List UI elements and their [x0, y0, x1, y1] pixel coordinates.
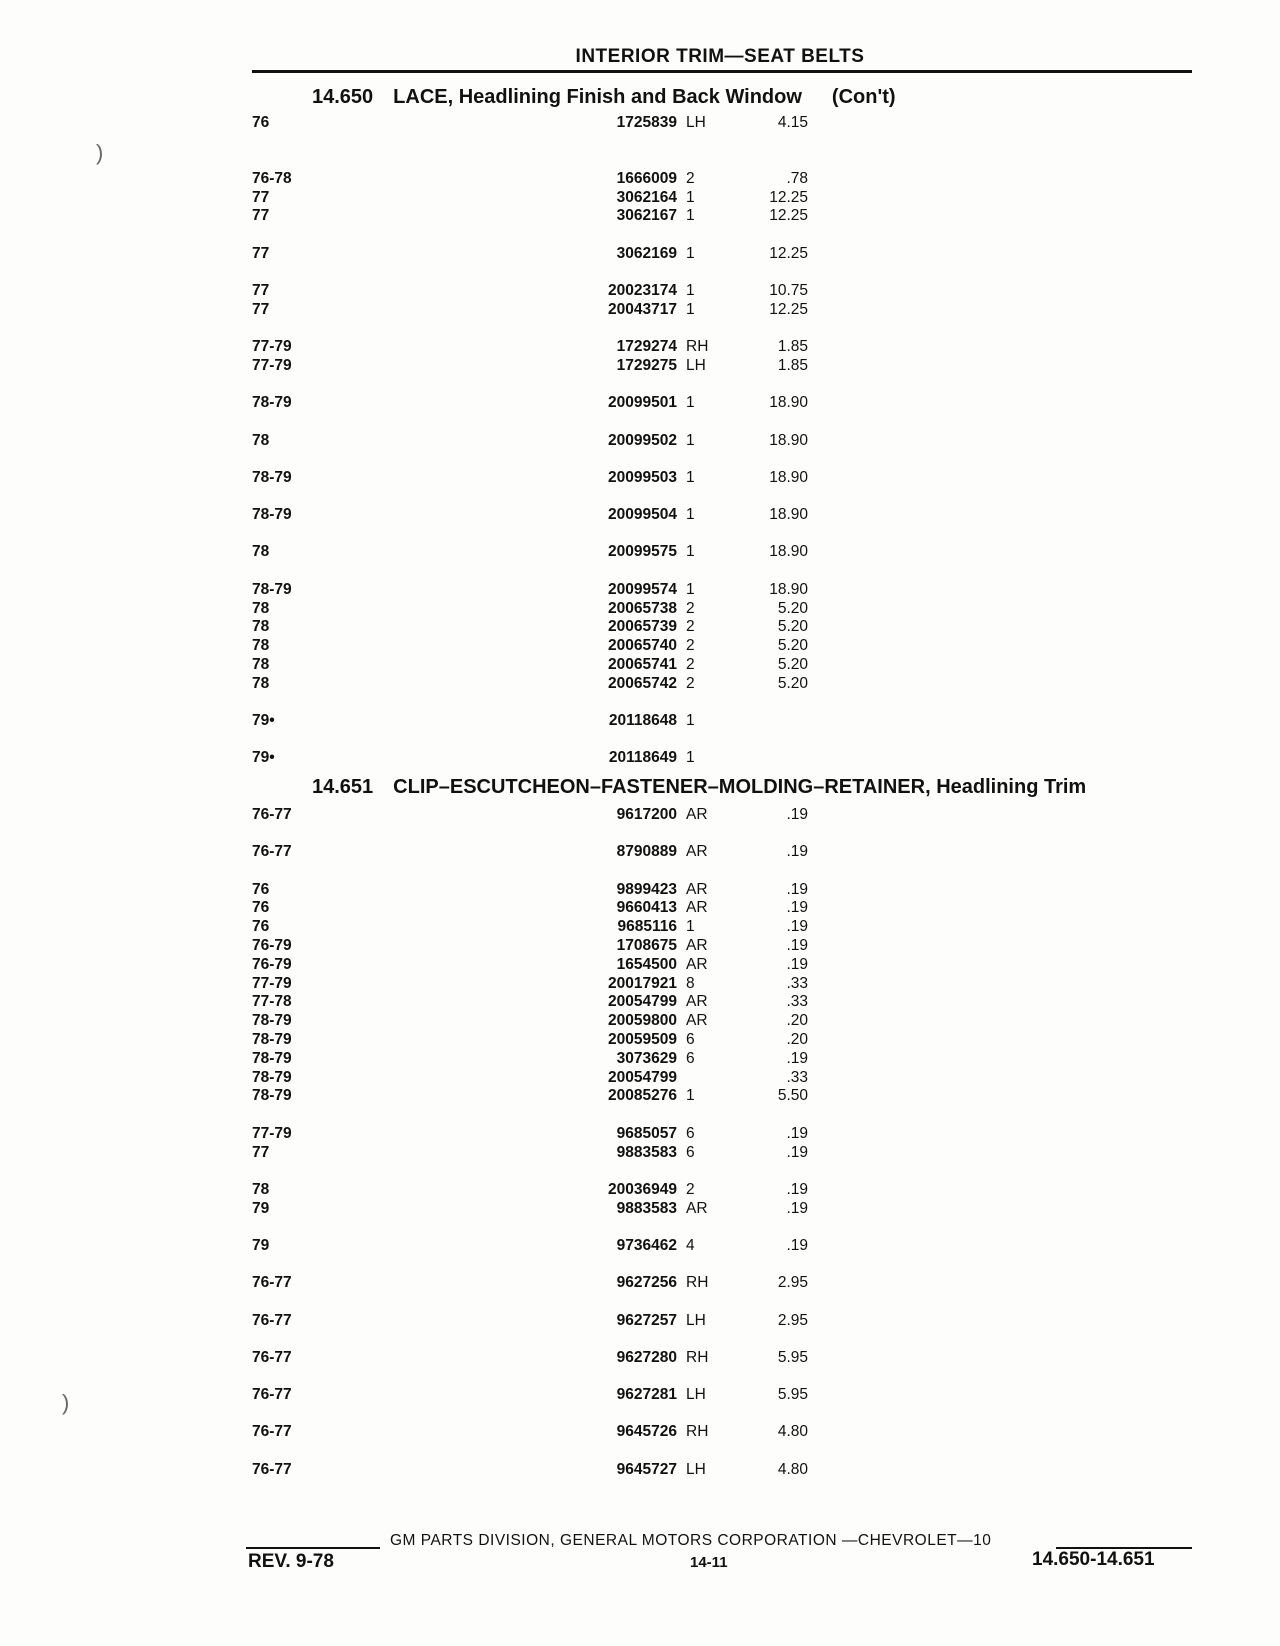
part-number: 1666009	[616, 169, 677, 187]
parts-row	[0, 207, 1280, 244]
parts-row	[0, 806, 1280, 843]
parts-row	[0, 1274, 1280, 1311]
part-number: 20099502	[608, 431, 677, 449]
quantity: RH	[686, 1423, 709, 1441]
parts-row	[0, 1012, 1280, 1031]
part-number: 20118649	[608, 749, 677, 767]
model-year: 76-79	[252, 955, 292, 973]
model-year: 79•	[252, 749, 275, 767]
revision-date: REV. 9-78	[248, 1551, 334, 1572]
quantity: 6	[686, 1031, 695, 1048]
model-year: 77-79	[252, 356, 292, 374]
price: 5.20	[777, 618, 808, 636]
quantity: 1	[686, 431, 695, 449]
price: 5.20	[777, 674, 808, 692]
part-number: 1729275	[616, 356, 677, 374]
model-year: 78-79	[252, 1087, 292, 1105]
price: 12.25	[769, 300, 808, 318]
price: 1.85	[777, 338, 808, 356]
price: 12.25	[769, 188, 808, 206]
quantity: 2	[686, 618, 695, 636]
parts-row	[0, 1461, 1280, 1498]
model-year: 78	[252, 618, 270, 636]
parts-row	[0, 1200, 1280, 1237]
model-year: 76-77	[252, 1386, 292, 1404]
parts-row	[0, 282, 1280, 301]
quantity: 1	[686, 1087, 695, 1105]
part-number: 9736462	[616, 1236, 677, 1254]
price: .33	[786, 974, 808, 992]
part-number: 9627280	[616, 1348, 677, 1366]
part-number: 20054799	[608, 1068, 677, 1086]
model-year: 78	[252, 674, 270, 692]
parts-row	[0, 1144, 1280, 1181]
header-rule	[252, 70, 1192, 73]
footer-publisher: GM PARTS DIVISION, GENERAL MOTORS CORPORATION —CHEVROLET—10	[390, 1532, 992, 1549]
part-number: 20099504	[608, 506, 677, 524]
part-number: 9627257	[616, 1311, 677, 1329]
quantity: AR	[686, 1199, 708, 1217]
quantity: LH	[686, 114, 706, 131]
parts-row	[0, 1349, 1280, 1386]
parts-row	[0, 1237, 1280, 1274]
parts-row	[0, 881, 1280, 900]
scan-mark-icon: )	[62, 1390, 70, 1415]
model-year: 78	[252, 1180, 270, 1198]
part-number: 20099574	[608, 580, 677, 598]
quantity: 1	[686, 580, 695, 598]
quantity: 1	[686, 468, 695, 486]
model-year: 76-79	[252, 937, 292, 954]
section-number: 14.650	[312, 86, 374, 108]
model-year: 78-79	[252, 580, 292, 598]
parts-row	[0, 562, 1280, 599]
price: .19	[786, 1199, 808, 1217]
quantity: RH	[686, 338, 709, 356]
price: .19	[786, 899, 808, 917]
section-number: 14.651	[312, 776, 374, 798]
parts-row	[0, 843, 1280, 880]
parts-row	[0, 1031, 1280, 1050]
quantity: LH	[686, 1386, 706, 1404]
price: 18.90	[769, 543, 808, 561]
price: 4.80	[777, 1460, 808, 1478]
model-year: 78-79	[252, 1031, 292, 1048]
model-year: 78-79	[252, 1068, 292, 1086]
quantity: 4	[686, 1236, 695, 1254]
quantity: AR	[686, 806, 708, 823]
part-number: 1654500	[616, 955, 677, 973]
section-title	[312, 86, 896, 109]
quantity: AR	[686, 993, 708, 1011]
model-year: 78	[252, 543, 270, 561]
model-year: 77	[252, 244, 270, 262]
price: .33	[786, 993, 808, 1011]
parts-row	[0, 1312, 1280, 1349]
part-number: 20043717	[608, 300, 677, 318]
part-number: 9627256	[616, 1274, 677, 1292]
section-title	[312, 776, 1086, 799]
quantity: AR	[686, 899, 708, 917]
quantity: 1	[686, 543, 695, 561]
price: .19	[786, 937, 808, 954]
quantity: LH	[686, 1311, 706, 1329]
model-year: 76-77	[252, 1423, 292, 1441]
price: 10.75	[769, 282, 808, 299]
parts-row	[0, 488, 1280, 525]
part-number: 3062169	[616, 244, 677, 262]
model-year: 76	[252, 880, 270, 898]
price: .19	[786, 1180, 808, 1198]
parts-row	[0, 1423, 1280, 1460]
parts-row	[0, 1125, 1280, 1144]
part-number: 20065742	[608, 674, 677, 692]
quantity: LH	[686, 356, 706, 374]
price: 2.95	[777, 1311, 808, 1329]
continued-label: (Con't)	[831, 86, 896, 108]
model-year: 77	[252, 300, 270, 318]
price: 4.15	[777, 114, 808, 131]
price: .19	[786, 880, 808, 898]
parts-row	[0, 525, 1280, 562]
part-number: 9685116	[617, 918, 677, 936]
parts-row	[0, 189, 1280, 208]
parts-row	[0, 694, 1280, 731]
model-year: 76-77	[252, 1311, 292, 1329]
model-year: 79•	[252, 712, 275, 729]
model-year: 76-78	[252, 169, 292, 187]
model-year: 77	[252, 207, 270, 225]
model-year: 78-79	[252, 1049, 292, 1067]
part-number: 20036949	[608, 1180, 677, 1198]
scan-mark-icon: )	[96, 140, 104, 165]
model-year: 77	[252, 1143, 270, 1161]
quantity: 2	[686, 655, 695, 673]
quantity: AR	[686, 880, 708, 898]
price: 1.85	[777, 356, 808, 374]
price: 2.95	[777, 1274, 808, 1292]
quantity: 6	[686, 1143, 695, 1161]
model-year: 76	[252, 114, 270, 131]
quantity: 1	[686, 282, 695, 299]
parts-row	[0, 918, 1280, 937]
model-year: 77	[252, 188, 270, 206]
quantity: AR	[686, 843, 708, 861]
part-number: 20099501	[608, 394, 677, 412]
parts-row	[0, 1181, 1280, 1200]
quantity: RH	[686, 1348, 709, 1366]
quantity: 1	[686, 188, 695, 206]
price: .20	[786, 1012, 808, 1030]
model-year: 77-79	[252, 1124, 292, 1142]
section-heading: CLIP–ESCUTCHEON–FASTENER–MOLDING–RETAINER, Headlining Trim	[393, 776, 1087, 798]
quantity: RH	[686, 1274, 709, 1292]
parts-row	[0, 937, 1280, 956]
model-year: 78	[252, 431, 270, 449]
price: 4.80	[777, 1423, 808, 1441]
quantity: 2	[686, 674, 695, 692]
quantity: 1	[686, 244, 695, 262]
part-number: 20059509	[608, 1031, 677, 1048]
price: .19	[786, 843, 808, 861]
parts-row	[0, 450, 1280, 487]
parts-row	[0, 899, 1280, 918]
price: 5.50	[777, 1087, 808, 1105]
parts-row	[0, 993, 1280, 1012]
parts-row	[0, 656, 1280, 675]
part-number: 20099575	[608, 543, 677, 561]
price: 5.20	[777, 599, 808, 617]
model-year: 76-77	[252, 843, 292, 861]
part-number: 1708675	[616, 937, 677, 954]
parts-row	[0, 413, 1280, 450]
price: 18.90	[769, 468, 808, 486]
quantity: 6	[686, 1049, 695, 1067]
quantity: 2	[686, 1180, 695, 1198]
quantity: AR	[686, 955, 708, 973]
price: .19	[786, 1124, 808, 1142]
model-year: 76-77	[252, 1460, 292, 1478]
part-number: 9883583	[616, 1199, 677, 1217]
quantity: LH	[686, 1460, 706, 1478]
model-year: 78	[252, 599, 270, 617]
part-number: 9617200	[616, 806, 677, 823]
part-number: 9883583	[616, 1143, 677, 1161]
parts-row	[0, 637, 1280, 656]
model-year: 78	[252, 637, 270, 655]
quantity: 1	[686, 207, 695, 225]
part-number: 3062164	[616, 188, 677, 206]
price: 18.90	[769, 580, 808, 598]
price: .19	[786, 955, 808, 973]
parts-row	[0, 338, 1280, 357]
part-number: 9645727	[616, 1460, 677, 1478]
page-number: 14-11	[690, 1554, 728, 1571]
price: .19	[786, 1143, 808, 1161]
part-number: 20065740	[608, 637, 677, 655]
quantity: 1	[686, 749, 695, 767]
part-number: 1725839	[616, 114, 677, 131]
part-number: 9627281	[616, 1386, 677, 1404]
model-year: 78	[252, 655, 270, 673]
part-number: 20059800	[608, 1012, 677, 1030]
price: 5.95	[777, 1348, 808, 1366]
price: .78	[786, 169, 808, 187]
price: .19	[786, 1236, 808, 1254]
part-number: 20065739	[608, 618, 677, 636]
part-number: 8790889	[616, 843, 677, 861]
quantity: AR	[686, 1012, 708, 1030]
part-number: 20118648	[608, 712, 677, 729]
quantity: 2	[686, 637, 695, 655]
quantity: 1	[686, 712, 695, 729]
price: 18.90	[769, 431, 808, 449]
parts-row	[0, 170, 1280, 189]
parts-row	[0, 1087, 1280, 1124]
quantity: 1	[686, 918, 695, 936]
model-year: 76-77	[252, 806, 292, 823]
parts-row	[0, 1050, 1280, 1069]
part-number: 20065741	[608, 655, 677, 673]
parts-row	[0, 956, 1280, 975]
price: 5.20	[777, 637, 808, 655]
quantity: 8	[686, 974, 695, 992]
part-number: 9685057	[616, 1124, 677, 1142]
model-year: 76	[252, 918, 270, 936]
price: .19	[786, 806, 808, 823]
parts-row	[0, 975, 1280, 994]
model-year: 76-77	[252, 1348, 292, 1366]
model-year: 78-79	[252, 506, 292, 524]
model-year: 76	[252, 899, 270, 917]
parts-row	[0, 675, 1280, 694]
parts-row	[0, 301, 1280, 338]
price: 5.20	[777, 655, 808, 673]
model-year: 77-79	[252, 974, 292, 992]
model-year: 79	[252, 1199, 270, 1217]
section-range: 14.650-14.651	[1032, 1549, 1155, 1570]
model-year: 76-77	[252, 1274, 292, 1292]
parts-row	[0, 600, 1280, 619]
price: 18.90	[769, 394, 808, 412]
model-year: 77-79	[252, 338, 292, 356]
footer-rule-left	[246, 1547, 380, 1549]
parts-row	[0, 245, 1280, 282]
price: 12.25	[769, 207, 808, 225]
price: .20	[786, 1031, 808, 1048]
parts-row	[0, 376, 1280, 413]
part-number: 3073629	[616, 1049, 677, 1067]
quantity: 1	[686, 394, 695, 412]
model-year: 79	[252, 1236, 270, 1254]
model-year: 78-79	[252, 394, 292, 412]
quantity: AR	[686, 937, 708, 954]
quantity: 1	[686, 506, 695, 524]
model-year: 78-79	[252, 468, 292, 486]
part-number: 20023174	[608, 282, 677, 299]
model-year: 77-78	[252, 993, 292, 1011]
part-number: 20017921	[608, 974, 677, 992]
part-number: 20085276	[608, 1087, 677, 1105]
model-year: 78-79	[252, 1012, 292, 1030]
parts-row	[0, 618, 1280, 637]
parts-row	[0, 357, 1280, 376]
section-heading: LACE, Headlining Finish and Back Window	[393, 86, 802, 108]
parts-row	[0, 731, 1280, 768]
quantity: 6	[686, 1124, 695, 1142]
parts-row	[0, 114, 1280, 170]
part-number: 9899423	[616, 880, 677, 898]
page-header: INTERIOR TRIM—SEAT BELTS	[575, 46, 865, 67]
part-number: 9660413	[616, 899, 677, 917]
part-number: 20099503	[608, 468, 677, 486]
part-number: 20054799	[608, 993, 677, 1011]
model-year: 77	[252, 282, 270, 299]
price: 18.90	[769, 506, 808, 524]
quantity: 2	[686, 599, 695, 617]
part-number: 1729274	[616, 338, 677, 356]
part-number: 3062167	[616, 207, 677, 225]
price: 5.95	[777, 1386, 808, 1404]
quantity: 2	[686, 169, 695, 187]
quantity: 1	[686, 300, 695, 318]
price: .33	[786, 1068, 808, 1086]
parts-row	[0, 1069, 1280, 1088]
price: .19	[786, 918, 808, 936]
part-number: 20065738	[608, 599, 677, 617]
part-number: 9645726	[616, 1423, 677, 1441]
price: .19	[786, 1049, 808, 1067]
parts-row	[0, 1386, 1280, 1423]
price: 12.25	[769, 244, 808, 262]
